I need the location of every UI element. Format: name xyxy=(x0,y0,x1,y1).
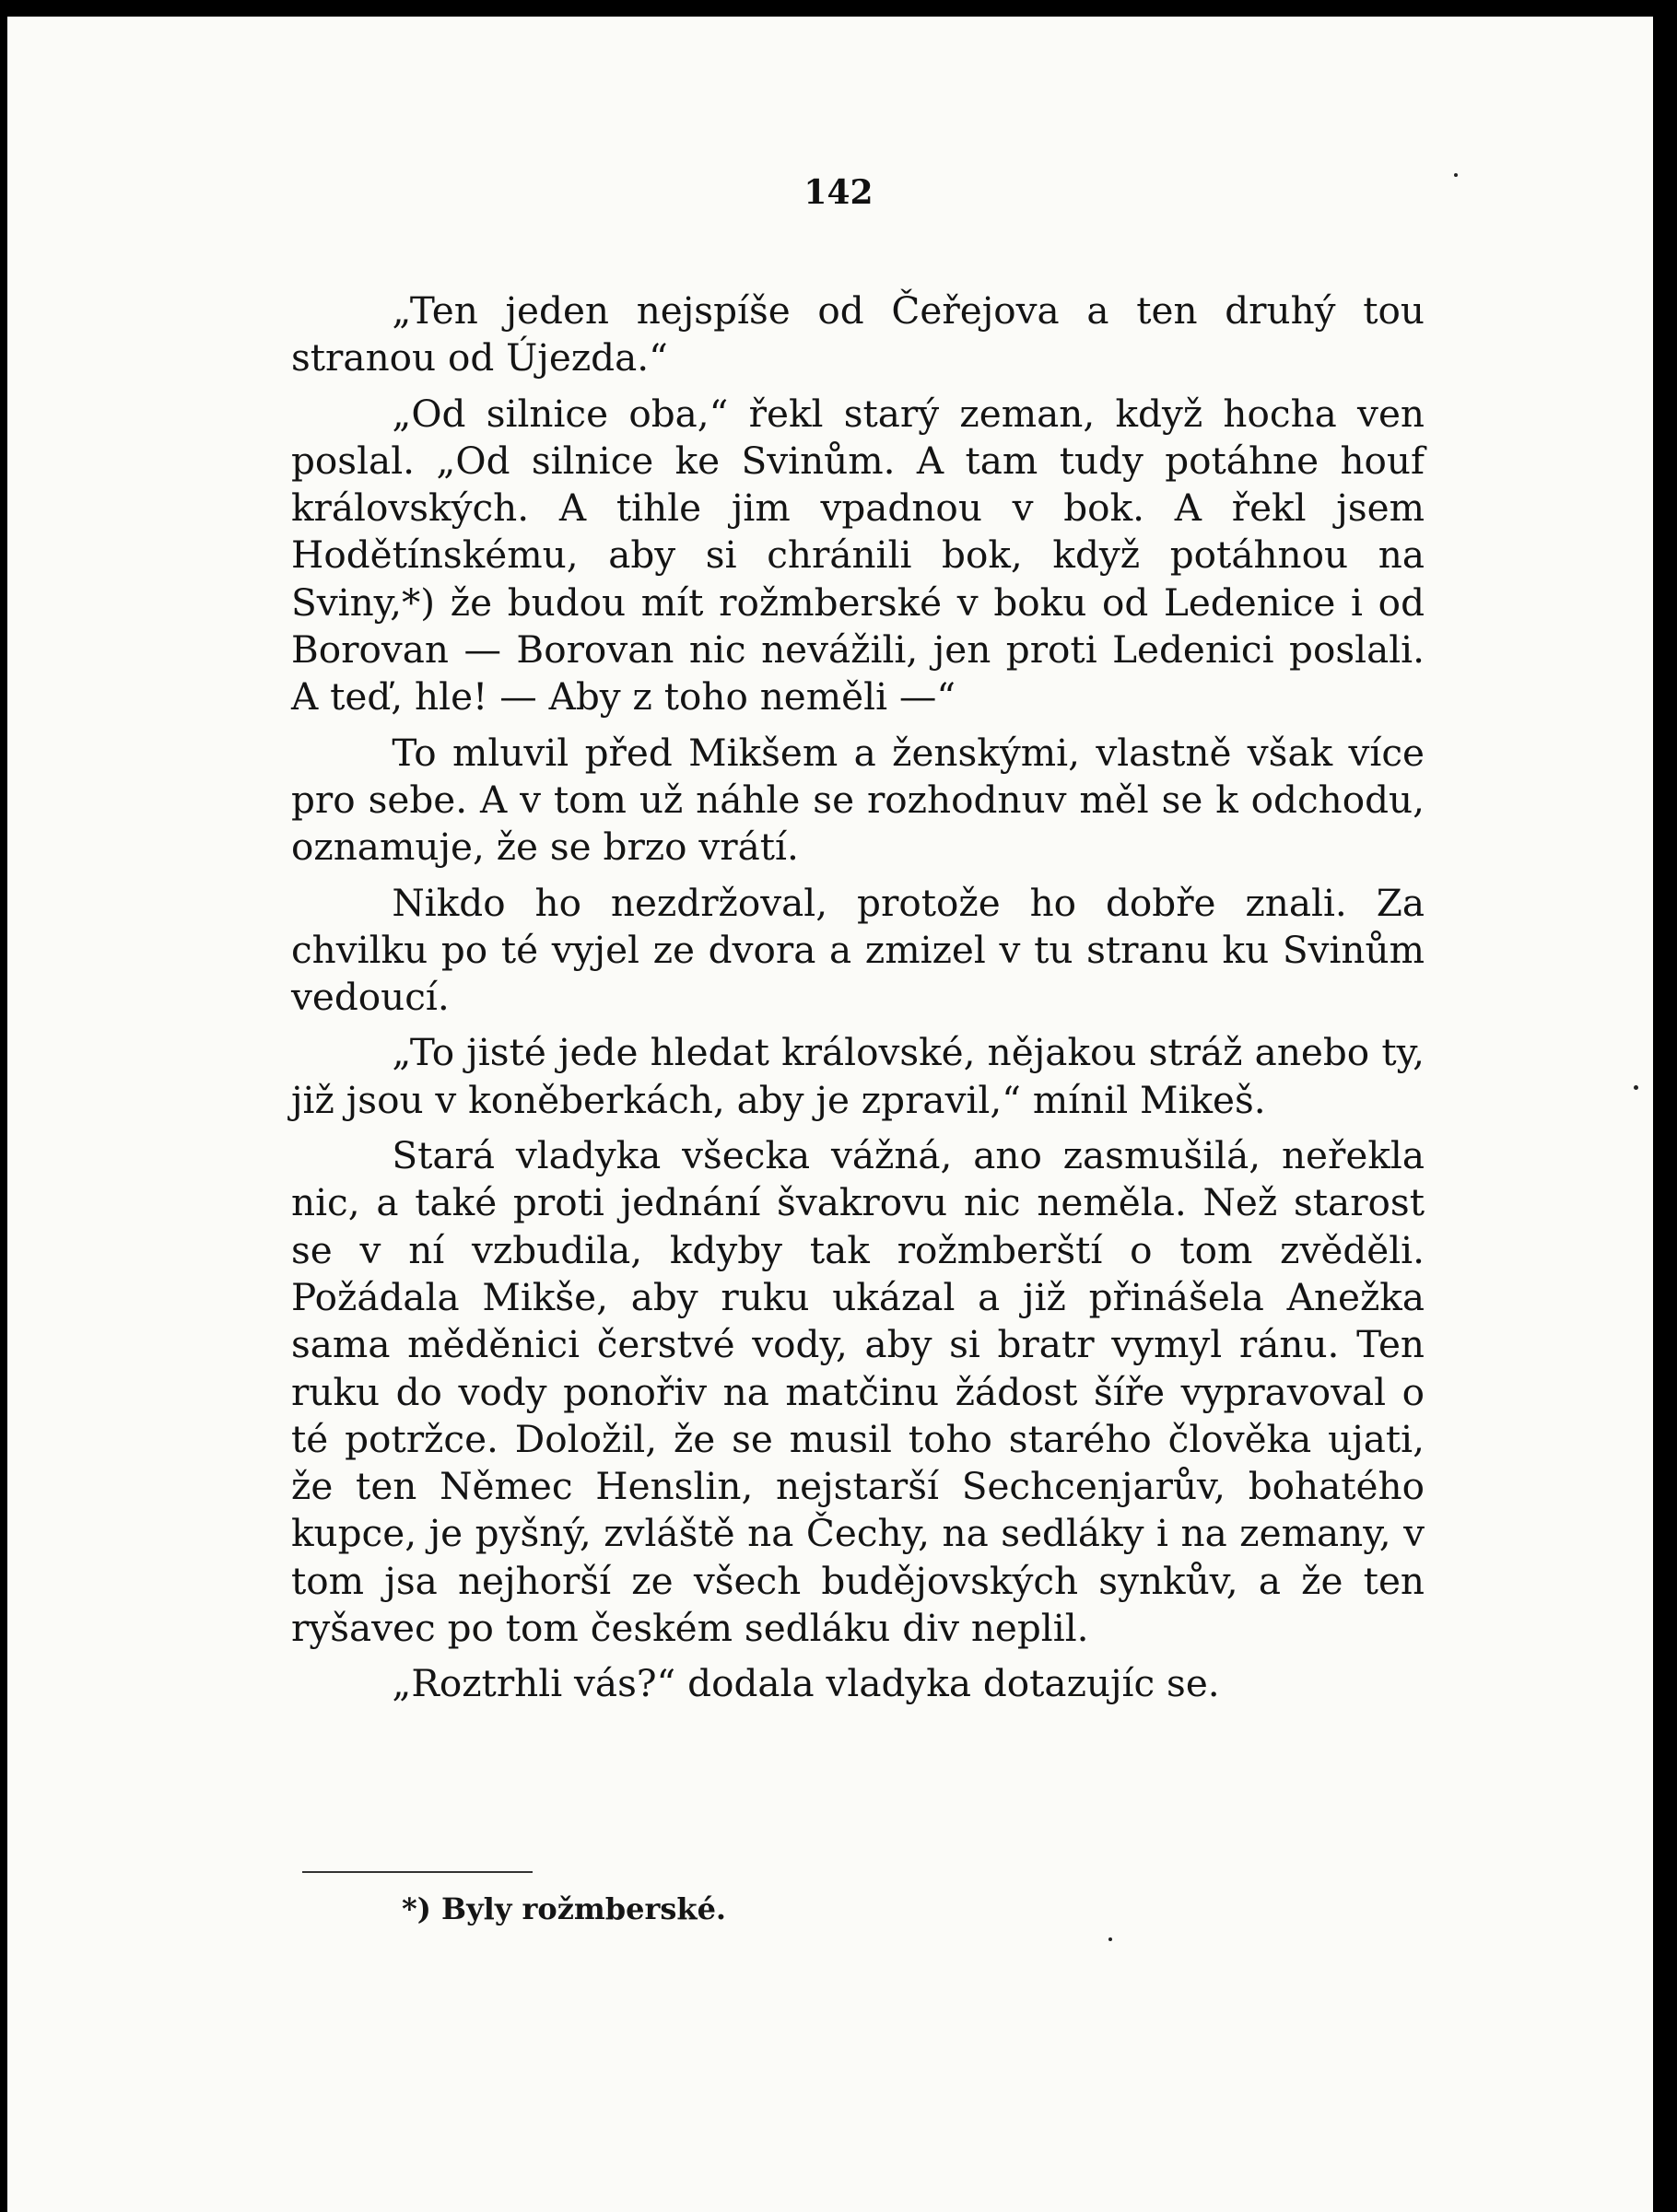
paragraph: „Od silnice oba,“ řekl starý zeman, když hocha ven poslal. „Od silnice ke Svinům. A tam tudy potáhne houf královských. A tihle jim vpadnou v bok. A řekl jsem Hodětínskému, aby si chránili bok, když potáhnou na Sviny,*) že budou mít rožmberské v boku od Ledenice i od Borovan — Borovan nic nevážili, jen proti Ledenici poslali. A teď, hle! — Aby z toho neměli —“ xyxy=(291,391,1425,720)
scan-speck xyxy=(1108,1937,1112,1941)
paragraph: To mluvil před Mikšem a ženskými, vlastně však více pro sebe. A v tom už náhle se rozhodnuv měl se k odchodu, oznamuje, že se brzo vrátí. xyxy=(291,730,1425,870)
paragraph: Stará vladyka všecka vážná, ano zasmušilá, neřekla nic, a také proti jednání švakrovu nic neměla. Než starost se v ní vzbudila, kdyby tak rožmberští o tom zvěděli. Požádala Mikše, aby ruku ukázal a již přinášela Anežka sama měděnici čerstvé vody, aby si bratr vymyl ránu. Ten ruku do vody ponořiv na matčinu žádost šíře vypravoval o té potržce. Doložil, že se musil toho starého člověka ujati, že ten Němec Henslin, nejstarší Sechcenjarův, bohatého kupce, je pyšný, zvláště na Čechy, na sedláky i na zemany, v tom jsa nejhorší ze všech budějovských synkův, a že ten ryšavec po tom českém sedláku div neplil. xyxy=(291,1133,1425,1651)
body-text xyxy=(291,287,1425,1708)
page-number: 142 xyxy=(803,173,874,212)
paragraph: Nikdo ho nezdržoval, protože ho dobře znali. Za chvilku po té vyjel ze dvora a zmizel v tu stranu ku Svinům vedoucí. xyxy=(291,880,1425,1020)
paragraph: „Ten jeden nejspíše od Čeřejova a ten druhý tou stranou od Újezda.“ xyxy=(291,288,1425,380)
footnote: *) Byly rožmberské. xyxy=(402,1891,727,1926)
paragraph: „To jisté jede hledat královské, nějakou stráž anebo ty, již jsou v koněberkách, aby je zpravil,“ mínil Mikeš. xyxy=(291,1030,1425,1122)
scan-speck xyxy=(1634,1085,1638,1090)
paragraph: „Roztrhli vás?“ dodala vladyka dotazujíc se. xyxy=(392,1661,1220,1706)
footnote-divider xyxy=(302,1871,533,1873)
